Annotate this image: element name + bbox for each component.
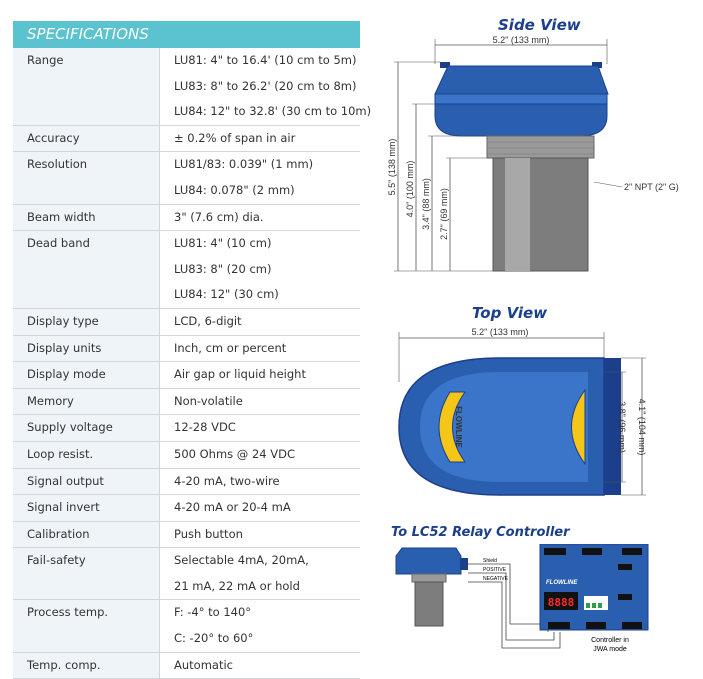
spec-label-cell	[13, 441, 160, 468]
spec-label: Loop resist.	[27, 446, 94, 461]
spec-row	[13, 362, 360, 389]
spec-label-cell	[13, 362, 160, 389]
dip-switch-lever	[598, 603, 602, 608]
spec-label: Display units	[27, 340, 102, 355]
terminal-block	[622, 548, 642, 555]
spec-label-cell	[13, 335, 160, 362]
spec-value: C: -20° to 60°	[174, 631, 254, 646]
top-width-label: 5.2" (133 mm)	[471, 327, 529, 337]
spec-row	[13, 495, 360, 522]
relay-sensor-housing	[396, 548, 461, 574]
housing-body	[435, 104, 607, 136]
relay-led-block	[618, 564, 632, 570]
thread-label: 2" NPT (2" G)	[624, 182, 679, 192]
spec-value: LU83: 8" to 26.2' (20 cm to 8m)	[174, 78, 357, 93]
spec-value: LU81/83: 0.039" (1 mm)	[174, 157, 314, 172]
dip-switch-lever	[592, 603, 596, 608]
specifications-header: SPECIFICATIONS	[13, 21, 360, 48]
top-height-outer-label: 4.1" (104 mm)	[637, 398, 647, 456]
spec-value: Automatic	[174, 657, 233, 672]
spec-label: Beam width	[27, 209, 96, 224]
spec-value-cell	[160, 48, 372, 125]
spec-row	[13, 308, 360, 335]
spec-label: Memory	[27, 393, 74, 408]
spec-value: F: -4° to 140°	[174, 605, 252, 620]
terminal-block	[622, 622, 642, 629]
spec-value-cell	[160, 204, 361, 231]
top-logo: FLOWLINE	[454, 406, 463, 448]
spec-value-cell	[160, 468, 361, 495]
controller-display-text: 8888	[547, 596, 575, 609]
side-width-label: 5.2" (133 mm)	[492, 35, 550, 45]
wire-positive-label: POSITIVE	[483, 567, 507, 573]
thread-callout	[594, 182, 622, 187]
spec-label-cell	[13, 152, 160, 204]
spec-row	[13, 548, 360, 600]
spec-value-cell	[160, 652, 361, 679]
spec-label-cell	[13, 521, 160, 548]
spec-row	[13, 125, 360, 152]
spec-value-cell	[160, 415, 361, 442]
spec-label: Accuracy	[27, 130, 80, 145]
spec-value: Push button	[174, 526, 243, 541]
spec-value: 3" (7.6 cm) dia.	[174, 209, 264, 224]
spec-value: 4-20 mA, two-wire	[174, 473, 280, 488]
relay-led-block	[618, 594, 632, 600]
height-3-label: 3.4" (88 mm)	[421, 178, 431, 230]
specifications-panel	[13, 21, 372, 679]
spec-value-cell	[160, 308, 361, 335]
terminal-block	[548, 622, 570, 629]
height-4-label: 2.7" (69 mm)	[439, 188, 449, 240]
spec-label: Dead band	[27, 236, 90, 251]
spec-value: LU84: 12" (30 cm)	[174, 287, 279, 302]
spec-value: 12-28 VDC	[174, 420, 236, 435]
spec-label-cell	[13, 48, 160, 125]
relay-title: To LC52 Relay Controller	[391, 525, 570, 540]
spec-value: 4-20 mA or 20-4 mA	[174, 500, 291, 515]
controller-caption-2: JWA mode	[593, 646, 627, 653]
top-height-inner-label: 3.8" (96 mm)	[617, 401, 627, 453]
spec-value: ± 0.2% of span in air	[174, 130, 296, 145]
spec-value-cell	[160, 335, 361, 362]
wire-shield-label: Shield	[483, 558, 497, 564]
side-view-diagram	[380, 34, 680, 274]
spec-label-cell	[13, 415, 160, 442]
spec-value: 500 Ohms @ 24 VDC	[174, 446, 295, 461]
dip-switch-lever	[586, 603, 590, 608]
spec-row	[13, 468, 360, 495]
spec-label: Fail-safety	[27, 553, 86, 568]
terminal-block	[544, 548, 566, 555]
spec-row	[13, 335, 360, 362]
spec-row	[13, 652, 360, 679]
spec-value: Selectable 4mA, 20mA,	[174, 553, 309, 568]
spec-row	[13, 48, 360, 125]
spec-value-cell	[160, 441, 361, 468]
spec-value: Inch, cm or percent	[174, 340, 287, 355]
spec-label: Temp. comp.	[27, 657, 101, 672]
terminal-block	[586, 622, 606, 629]
controller-caption-1: Controller in	[591, 637, 629, 644]
spec-label-cell	[13, 125, 160, 152]
wire-negative-label: NEGATIVE	[483, 576, 508, 582]
spec-row	[13, 600, 360, 652]
specifications-table	[13, 48, 372, 679]
stem-highlight	[505, 158, 530, 271]
spec-row	[13, 521, 360, 548]
spec-label: Display type	[27, 313, 99, 328]
spec-label: Range	[27, 53, 64, 67]
spec-label: Signal invert	[27, 500, 100, 515]
spec-label: Process temp.	[27, 605, 109, 620]
side-view-title: Side View	[498, 16, 581, 34]
housing-cap	[435, 66, 608, 94]
spec-value-cell	[160, 362, 361, 389]
wire-shield	[468, 564, 548, 632]
relay-sensor-hinge	[460, 558, 468, 570]
spec-value: Non-volatile	[174, 393, 243, 408]
spec-value-cell	[160, 495, 361, 522]
spec-row	[13, 388, 360, 415]
spec-row	[13, 441, 360, 468]
spec-value: LCD, 6-digit	[174, 313, 242, 328]
spec-value-cell	[160, 152, 361, 204]
spec-label-cell	[13, 652, 160, 679]
thread-section	[487, 136, 594, 158]
height-2-label: 4.0" (100 mm)	[405, 160, 415, 218]
spec-label-cell	[13, 468, 160, 495]
spec-label-cell	[13, 495, 160, 522]
spec-row	[13, 415, 360, 442]
spec-label-cell	[13, 600, 160, 652]
spec-label: Resolution	[27, 157, 88, 172]
top-view-title: Top View	[472, 304, 548, 322]
relay-diagram	[388, 544, 688, 662]
spec-label-cell	[13, 204, 160, 231]
top-view-diagram	[380, 322, 680, 522]
controller-logo: FLOWLINE	[546, 580, 578, 586]
spec-row	[13, 231, 360, 309]
spec-label-cell	[13, 231, 160, 309]
spec-label-cell	[13, 548, 160, 600]
spec-label: Supply voltage	[27, 420, 113, 435]
spec-value: Air gap or liquid height	[174, 367, 306, 382]
spec-row	[13, 204, 360, 231]
spec-value-cell	[160, 548, 361, 600]
spec-value: LU84: 0.078" (2 mm)	[174, 182, 295, 197]
spec-label: Signal output	[27, 473, 104, 488]
controller-board	[540, 544, 648, 630]
terminal-block	[582, 548, 602, 555]
spec-value-cell	[160, 231, 361, 309]
spec-value: 21 mA, 22 mA or hold	[174, 578, 300, 593]
spec-value: LU81: 4" to 16.4' (10 cm to 5m)	[174, 53, 357, 67]
spec-label: Display mode	[27, 367, 106, 382]
spec-label-cell	[13, 388, 160, 415]
height-total-label: 5.5" (138 mm)	[387, 138, 397, 196]
spec-label-cell	[13, 308, 160, 335]
housing-band	[435, 94, 607, 104]
spec-label: Calibration	[27, 526, 90, 541]
spec-value: LU83: 8" (20 cm)	[174, 261, 272, 276]
spec-value: LU84: 12" to 32.8' (30 cm to 10m)	[174, 104, 372, 119]
relay-sensor-stem	[415, 582, 443, 626]
spec-row	[13, 152, 360, 204]
spec-value-cell	[160, 600, 361, 652]
spec-value-cell	[160, 388, 361, 415]
spec-value: LU81: 4" (10 cm)	[174, 236, 272, 251]
spec-value-cell	[160, 125, 361, 152]
relay-sensor-thread	[412, 574, 446, 582]
spec-value-cell	[160, 521, 361, 548]
